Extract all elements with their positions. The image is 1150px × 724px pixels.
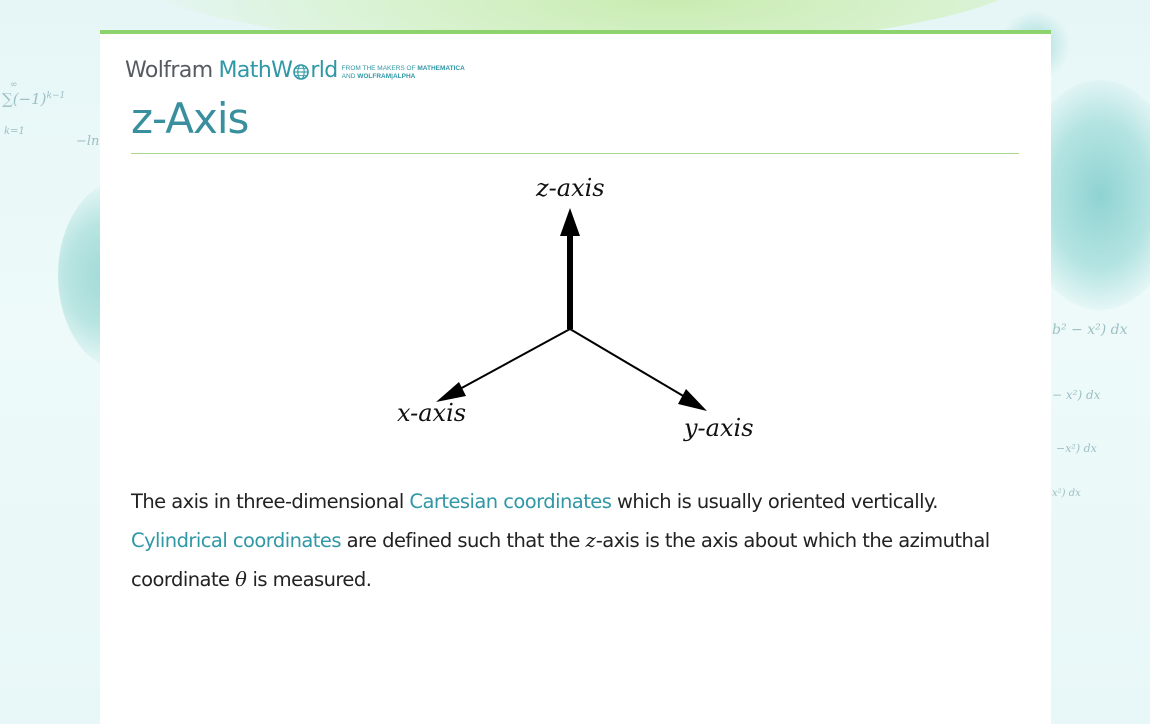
background-formula-left: $\sum(-1)^{k-1}$ — [2, 90, 66, 108]
description-text: The axis in three-dimensional — [131, 490, 410, 513]
logo-mathworld-part2: rld — [310, 58, 338, 83]
y-axis-line — [570, 329, 685, 397]
y-axis-arrowhead — [678, 389, 707, 411]
cylindrical-coordinates-link[interactable]: Cylindrical coordinates — [131, 529, 341, 552]
logo-tagline-line2: AND WOLFRAM|ALPHA — [341, 72, 416, 80]
y-axis-label: y-axis — [684, 414, 754, 442]
math-variable-z: z — [585, 529, 596, 552]
description-text: which is usually oriented vertically. — [611, 490, 938, 513]
z-axis-label: z-axis — [536, 174, 605, 202]
background-formula-left-ln: −ln — [76, 134, 100, 149]
math-variable-theta: θ — [235, 568, 247, 591]
x-axis-label: x-axis — [397, 399, 467, 427]
page-title: z-Axis — [131, 94, 249, 143]
background-formula-right-3: −x²) dx — [1056, 442, 1097, 455]
cartesian-coordinates-link[interactable]: Cartesian coordinates — [409, 490, 612, 513]
axis-diagram — [100, 154, 1051, 454]
description-paragraph — [131, 482, 1031, 599]
description-text: is measured. — [246, 568, 372, 591]
background-formula-right-1: b² − x²) dx — [1052, 322, 1128, 338]
x-axis-line — [458, 329, 570, 390]
logo-mathworld-part1: MathW — [218, 58, 293, 83]
background-formula-left-inf: ∞ — [10, 80, 18, 90]
content-card — [100, 30, 1051, 724]
axis-figure — [100, 154, 1051, 454]
background-formula-left-sub: k=1 — [4, 126, 25, 137]
site-logo[interactable] — [125, 58, 465, 84]
background-formula-right-4: x²) dx — [1052, 488, 1081, 499]
logo-wolfram-text: Wolfram — [125, 58, 213, 83]
z-axis-arrowhead — [560, 208, 580, 236]
description-text: -axis is the axis about which the azimuthal coordinate — [131, 529, 990, 591]
description-text: are defined such that the — [340, 529, 586, 552]
background-formula-right-2: − x²) dx — [1052, 388, 1101, 402]
globe-icon — [293, 64, 309, 80]
logo-tagline-line1: FROM THE MAKERS OF MATHEMATICA — [341, 65, 465, 72]
logo-mathworld-text — [219, 58, 338, 84]
logo-tagline — [342, 65, 465, 84]
